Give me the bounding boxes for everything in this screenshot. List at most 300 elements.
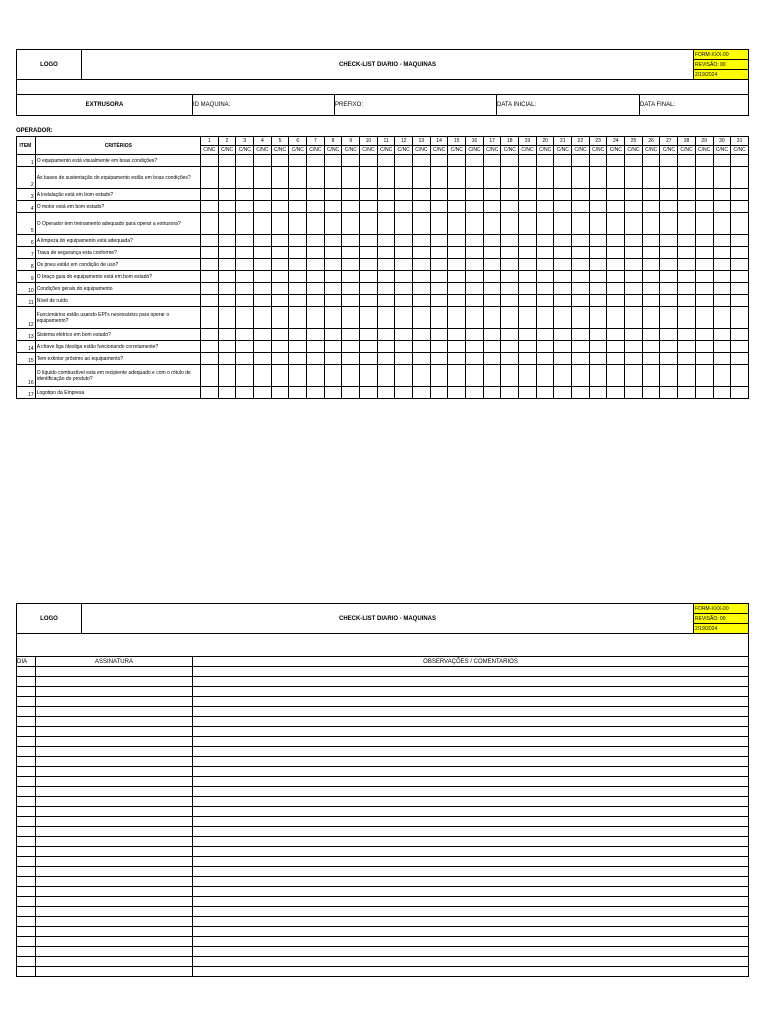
check-cell[interactable] (607, 295, 625, 307)
check-cell[interactable] (660, 201, 678, 213)
check-cell[interactable] (642, 271, 660, 283)
check-cell[interactable] (413, 283, 431, 295)
check-cell[interactable] (254, 189, 272, 201)
check-cell[interactable] (307, 387, 325, 399)
check-cell[interactable] (201, 271, 219, 283)
check-cell[interactable] (289, 271, 307, 283)
check-cell[interactable] (289, 283, 307, 295)
check-cell[interactable] (678, 167, 696, 189)
check-cell[interactable] (413, 259, 431, 271)
check-cell[interactable] (678, 283, 696, 295)
check-cell[interactable] (554, 247, 572, 259)
check-cell[interactable] (642, 213, 660, 235)
dia-cell[interactable] (17, 907, 36, 917)
check-cell[interactable] (430, 283, 448, 295)
check-cell[interactable] (271, 167, 289, 189)
check-cell[interactable] (536, 271, 554, 283)
check-cell[interactable] (254, 307, 272, 329)
check-cell[interactable] (377, 189, 395, 201)
check-cell[interactable] (501, 271, 519, 283)
observacoes-cell[interactable] (193, 697, 749, 707)
check-cell[interactable] (554, 353, 572, 365)
check-cell[interactable] (554, 329, 572, 341)
observacoes-cell[interactable] (193, 937, 749, 947)
check-cell[interactable] (607, 353, 625, 365)
check-cell[interactable] (695, 329, 713, 341)
check-cell[interactable] (572, 167, 590, 189)
assinatura-cell[interactable] (36, 947, 193, 957)
check-cell[interactable] (660, 387, 678, 399)
check-cell[interactable] (519, 247, 537, 259)
check-cell[interactable] (501, 201, 519, 213)
check-cell[interactable] (589, 247, 607, 259)
check-cell[interactable] (519, 155, 537, 167)
check-cell[interactable] (589, 201, 607, 213)
check-cell[interactable] (678, 259, 696, 271)
check-cell[interactable] (678, 365, 696, 387)
check-cell[interactable] (731, 189, 749, 201)
observacoes-cell[interactable] (193, 947, 749, 957)
check-cell[interactable] (483, 271, 501, 283)
check-cell[interactable] (731, 235, 749, 247)
check-cell[interactable] (695, 341, 713, 353)
dia-cell[interactable] (17, 777, 36, 787)
check-cell[interactable] (218, 155, 236, 167)
check-cell[interactable] (201, 235, 219, 247)
check-cell[interactable] (660, 213, 678, 235)
check-cell[interactable] (642, 235, 660, 247)
check-cell[interactable] (642, 365, 660, 387)
observacoes-cell[interactable] (193, 897, 749, 907)
check-cell[interactable] (642, 307, 660, 329)
check-cell[interactable] (342, 201, 360, 213)
check-cell[interactable] (660, 167, 678, 189)
check-cell[interactable] (413, 307, 431, 329)
check-cell[interactable] (342, 307, 360, 329)
check-cell[interactable] (413, 155, 431, 167)
check-cell[interactable] (271, 353, 289, 365)
check-cell[interactable] (377, 213, 395, 235)
check-cell[interactable] (289, 259, 307, 271)
dia-cell[interactable] (17, 847, 36, 857)
check-cell[interactable] (607, 271, 625, 283)
check-cell[interactable] (483, 213, 501, 235)
check-cell[interactable] (554, 189, 572, 201)
check-cell[interactable] (307, 247, 325, 259)
check-cell[interactable] (554, 155, 572, 167)
check-cell[interactable] (536, 295, 554, 307)
check-cell[interactable] (695, 353, 713, 365)
check-cell[interactable] (448, 201, 466, 213)
check-cell[interactable] (660, 295, 678, 307)
assinatura-cell[interactable] (36, 757, 193, 767)
dia-cell[interactable] (17, 937, 36, 947)
assinatura-cell[interactable] (36, 737, 193, 747)
check-cell[interactable] (271, 189, 289, 201)
check-cell[interactable] (713, 189, 731, 201)
check-cell[interactable] (713, 235, 731, 247)
observacoes-cell[interactable] (193, 877, 749, 887)
check-cell[interactable] (342, 235, 360, 247)
id-machine-field[interactable]: ID MAQUINA: (193, 95, 335, 116)
check-cell[interactable] (554, 295, 572, 307)
dia-cell[interactable] (17, 867, 36, 877)
check-cell[interactable] (519, 353, 537, 365)
check-cell[interactable] (678, 201, 696, 213)
check-cell[interactable] (218, 271, 236, 283)
check-cell[interactable] (519, 387, 537, 399)
check-cell[interactable] (501, 155, 519, 167)
check-cell[interactable] (678, 247, 696, 259)
assinatura-cell[interactable] (36, 837, 193, 847)
check-cell[interactable] (660, 189, 678, 201)
check-cell[interactable] (271, 365, 289, 387)
check-cell[interactable] (731, 247, 749, 259)
dia-cell[interactable] (17, 917, 36, 927)
check-cell[interactable] (625, 247, 643, 259)
check-cell[interactable] (536, 189, 554, 201)
check-cell[interactable] (695, 283, 713, 295)
check-cell[interactable] (218, 235, 236, 247)
check-cell[interactable] (678, 307, 696, 329)
check-cell[interactable] (572, 365, 590, 387)
assinatura-cell[interactable] (36, 887, 193, 897)
check-cell[interactable] (324, 295, 342, 307)
check-cell[interactable] (307, 307, 325, 329)
check-cell[interactable] (572, 283, 590, 295)
check-cell[interactable] (607, 329, 625, 341)
check-cell[interactable] (572, 353, 590, 365)
check-cell[interactable] (377, 247, 395, 259)
check-cell[interactable] (625, 271, 643, 283)
check-cell[interactable] (695, 235, 713, 247)
check-cell[interactable] (713, 167, 731, 189)
check-cell[interactable] (218, 189, 236, 201)
check-cell[interactable] (377, 271, 395, 283)
check-cell[interactable] (342, 353, 360, 365)
check-cell[interactable] (236, 353, 254, 365)
check-cell[interactable] (483, 259, 501, 271)
dia-cell[interactable] (17, 767, 36, 777)
check-cell[interactable] (377, 329, 395, 341)
check-cell[interactable] (625, 259, 643, 271)
check-cell[interactable] (413, 329, 431, 341)
check-cell[interactable] (660, 271, 678, 283)
check-cell[interactable] (483, 167, 501, 189)
check-cell[interactable] (695, 365, 713, 387)
check-cell[interactable] (519, 307, 537, 329)
check-cell[interactable] (589, 235, 607, 247)
check-cell[interactable] (625, 307, 643, 329)
check-cell[interactable] (589, 259, 607, 271)
check-cell[interactable] (483, 155, 501, 167)
check-cell[interactable] (536, 201, 554, 213)
check-cell[interactable] (413, 201, 431, 213)
check-cell[interactable] (201, 329, 219, 341)
check-cell[interactable] (395, 365, 413, 387)
check-cell[interactable] (678, 353, 696, 365)
check-cell[interactable] (395, 283, 413, 295)
check-cell[interactable] (660, 235, 678, 247)
check-cell[interactable] (572, 235, 590, 247)
assinatura-cell[interactable] (36, 697, 193, 707)
assinatura-cell[interactable] (36, 847, 193, 857)
check-cell[interactable] (642, 259, 660, 271)
check-cell[interactable] (395, 213, 413, 235)
check-cell[interactable] (519, 365, 537, 387)
check-cell[interactable] (254, 167, 272, 189)
check-cell[interactable] (360, 271, 378, 283)
check-cell[interactable] (377, 235, 395, 247)
check-cell[interactable] (324, 259, 342, 271)
check-cell[interactable] (536, 235, 554, 247)
assinatura-cell[interactable] (36, 677, 193, 687)
check-cell[interactable] (324, 271, 342, 283)
check-cell[interactable] (218, 167, 236, 189)
check-cell[interactable] (377, 283, 395, 295)
check-cell[interactable] (448, 387, 466, 399)
check-cell[interactable] (342, 271, 360, 283)
check-cell[interactable] (271, 295, 289, 307)
check-cell[interactable] (201, 189, 219, 201)
check-cell[interactable] (554, 271, 572, 283)
check-cell[interactable] (395, 295, 413, 307)
check-cell[interactable] (695, 271, 713, 283)
check-cell[interactable] (307, 283, 325, 295)
check-cell[interactable] (554, 259, 572, 271)
check-cell[interactable] (271, 155, 289, 167)
check-cell[interactable] (607, 341, 625, 353)
check-cell[interactable] (360, 201, 378, 213)
check-cell[interactable] (307, 167, 325, 189)
check-cell[interactable] (625, 213, 643, 235)
check-cell[interactable] (660, 283, 678, 295)
check-cell[interactable] (589, 387, 607, 399)
assinatura-cell[interactable] (36, 747, 193, 757)
check-cell[interactable] (236, 201, 254, 213)
check-cell[interactable] (642, 167, 660, 189)
check-cell[interactable] (342, 329, 360, 341)
assinatura-cell[interactable] (36, 907, 193, 917)
check-cell[interactable] (254, 247, 272, 259)
check-cell[interactable] (466, 353, 484, 365)
operator-label[interactable]: OPERADOR: (16, 128, 53, 134)
check-cell[interactable] (536, 247, 554, 259)
check-cell[interactable] (342, 189, 360, 201)
assinatura-cell[interactable] (36, 817, 193, 827)
check-cell[interactable] (554, 307, 572, 329)
check-cell[interactable] (289, 307, 307, 329)
check-cell[interactable] (395, 189, 413, 201)
check-cell[interactable] (642, 341, 660, 353)
check-cell[interactable] (254, 201, 272, 213)
check-cell[interactable] (218, 307, 236, 329)
check-cell[interactable] (607, 247, 625, 259)
check-cell[interactable] (607, 387, 625, 399)
check-cell[interactable] (466, 271, 484, 283)
check-cell[interactable] (254, 155, 272, 167)
check-cell[interactable] (360, 283, 378, 295)
check-cell[interactable] (377, 155, 395, 167)
check-cell[interactable] (201, 247, 219, 259)
check-cell[interactable] (554, 365, 572, 387)
check-cell[interactable] (731, 259, 749, 271)
assinatura-cell[interactable] (36, 877, 193, 887)
check-cell[interactable] (289, 167, 307, 189)
check-cell[interactable] (536, 167, 554, 189)
check-cell[interactable] (342, 259, 360, 271)
check-cell[interactable] (607, 155, 625, 167)
dia-cell[interactable] (17, 957, 36, 967)
check-cell[interactable] (625, 155, 643, 167)
check-cell[interactable] (572, 341, 590, 353)
check-cell[interactable] (607, 201, 625, 213)
check-cell[interactable] (572, 155, 590, 167)
check-cell[interactable] (572, 213, 590, 235)
observacoes-cell[interactable] (193, 957, 749, 967)
check-cell[interactable] (413, 295, 431, 307)
check-cell[interactable] (572, 189, 590, 201)
check-cell[interactable] (324, 307, 342, 329)
check-cell[interactable] (413, 213, 431, 235)
check-cell[interactable] (483, 353, 501, 365)
check-cell[interactable] (395, 271, 413, 283)
check-cell[interactable] (625, 353, 643, 365)
dia-cell[interactable] (17, 697, 36, 707)
check-cell[interactable] (519, 189, 537, 201)
check-cell[interactable] (519, 167, 537, 189)
check-cell[interactable] (642, 387, 660, 399)
check-cell[interactable] (589, 189, 607, 201)
check-cell[interactable] (307, 213, 325, 235)
dia-cell[interactable] (17, 817, 36, 827)
observacoes-cell[interactable] (193, 847, 749, 857)
check-cell[interactable] (466, 167, 484, 189)
check-cell[interactable] (589, 271, 607, 283)
observacoes-cell[interactable] (193, 727, 749, 737)
check-cell[interactable] (713, 353, 731, 365)
check-cell[interactable] (377, 295, 395, 307)
check-cell[interactable] (554, 201, 572, 213)
check-cell[interactable] (448, 329, 466, 341)
dia-cell[interactable] (17, 857, 36, 867)
check-cell[interactable] (201, 259, 219, 271)
check-cell[interactable] (236, 155, 254, 167)
check-cell[interactable] (324, 167, 342, 189)
check-cell[interactable] (607, 283, 625, 295)
check-cell[interactable] (271, 259, 289, 271)
check-cell[interactable] (448, 235, 466, 247)
check-cell[interactable] (519, 283, 537, 295)
check-cell[interactable] (342, 247, 360, 259)
check-cell[interactable] (731, 365, 749, 387)
check-cell[interactable] (448, 213, 466, 235)
check-cell[interactable] (271, 387, 289, 399)
assinatura-cell[interactable] (36, 827, 193, 837)
check-cell[interactable] (236, 259, 254, 271)
check-cell[interactable] (360, 167, 378, 189)
check-cell[interactable] (413, 167, 431, 189)
check-cell[interactable] (448, 155, 466, 167)
check-cell[interactable] (572, 387, 590, 399)
check-cell[interactable] (536, 307, 554, 329)
check-cell[interactable] (501, 387, 519, 399)
check-cell[interactable] (201, 341, 219, 353)
check-cell[interactable] (660, 247, 678, 259)
check-cell[interactable] (430, 365, 448, 387)
check-cell[interactable] (218, 295, 236, 307)
check-cell[interactable] (695, 155, 713, 167)
observacoes-cell[interactable] (193, 797, 749, 807)
check-cell[interactable] (731, 387, 749, 399)
check-cell[interactable] (236, 167, 254, 189)
check-cell[interactable] (413, 189, 431, 201)
observacoes-cell[interactable] (193, 677, 749, 687)
check-cell[interactable] (377, 365, 395, 387)
check-cell[interactable] (713, 201, 731, 213)
observacoes-cell[interactable] (193, 837, 749, 847)
assinatura-cell[interactable] (36, 917, 193, 927)
check-cell[interactable] (360, 213, 378, 235)
check-cell[interactable] (466, 387, 484, 399)
check-cell[interactable] (695, 307, 713, 329)
check-cell[interactable] (289, 387, 307, 399)
observacoes-cell[interactable] (193, 787, 749, 797)
check-cell[interactable] (430, 341, 448, 353)
check-cell[interactable] (731, 155, 749, 167)
check-cell[interactable] (483, 365, 501, 387)
check-cell[interactable] (377, 259, 395, 271)
assinatura-cell[interactable] (36, 687, 193, 697)
dia-cell[interactable] (17, 687, 36, 697)
check-cell[interactable] (377, 307, 395, 329)
observacoes-cell[interactable] (193, 767, 749, 777)
observacoes-cell[interactable] (193, 737, 749, 747)
check-cell[interactable] (660, 365, 678, 387)
observacoes-cell[interactable] (193, 967, 749, 977)
check-cell[interactable] (678, 341, 696, 353)
check-cell[interactable] (448, 259, 466, 271)
check-cell[interactable] (236, 341, 254, 353)
check-cell[interactable] (360, 155, 378, 167)
check-cell[interactable] (660, 259, 678, 271)
observacoes-cell[interactable] (193, 757, 749, 767)
check-cell[interactable] (607, 259, 625, 271)
observacoes-cell[interactable] (193, 927, 749, 937)
check-cell[interactable] (395, 247, 413, 259)
check-cell[interactable] (289, 213, 307, 235)
dia-cell[interactable] (17, 897, 36, 907)
check-cell[interactable] (430, 235, 448, 247)
check-cell[interactable] (625, 283, 643, 295)
check-cell[interactable] (342, 295, 360, 307)
check-cell[interactable] (625, 295, 643, 307)
check-cell[interactable] (536, 329, 554, 341)
check-cell[interactable] (360, 189, 378, 201)
check-cell[interactable] (324, 235, 342, 247)
assinatura-cell[interactable] (36, 667, 193, 677)
check-cell[interactable] (589, 155, 607, 167)
observacoes-cell[interactable] (193, 807, 749, 817)
dia-cell[interactable] (17, 747, 36, 757)
check-cell[interactable] (218, 353, 236, 365)
check-cell[interactable] (377, 341, 395, 353)
check-cell[interactable] (413, 353, 431, 365)
check-cell[interactable] (554, 341, 572, 353)
assinatura-cell[interactable] (36, 807, 193, 817)
check-cell[interactable] (642, 155, 660, 167)
check-cell[interactable] (660, 329, 678, 341)
